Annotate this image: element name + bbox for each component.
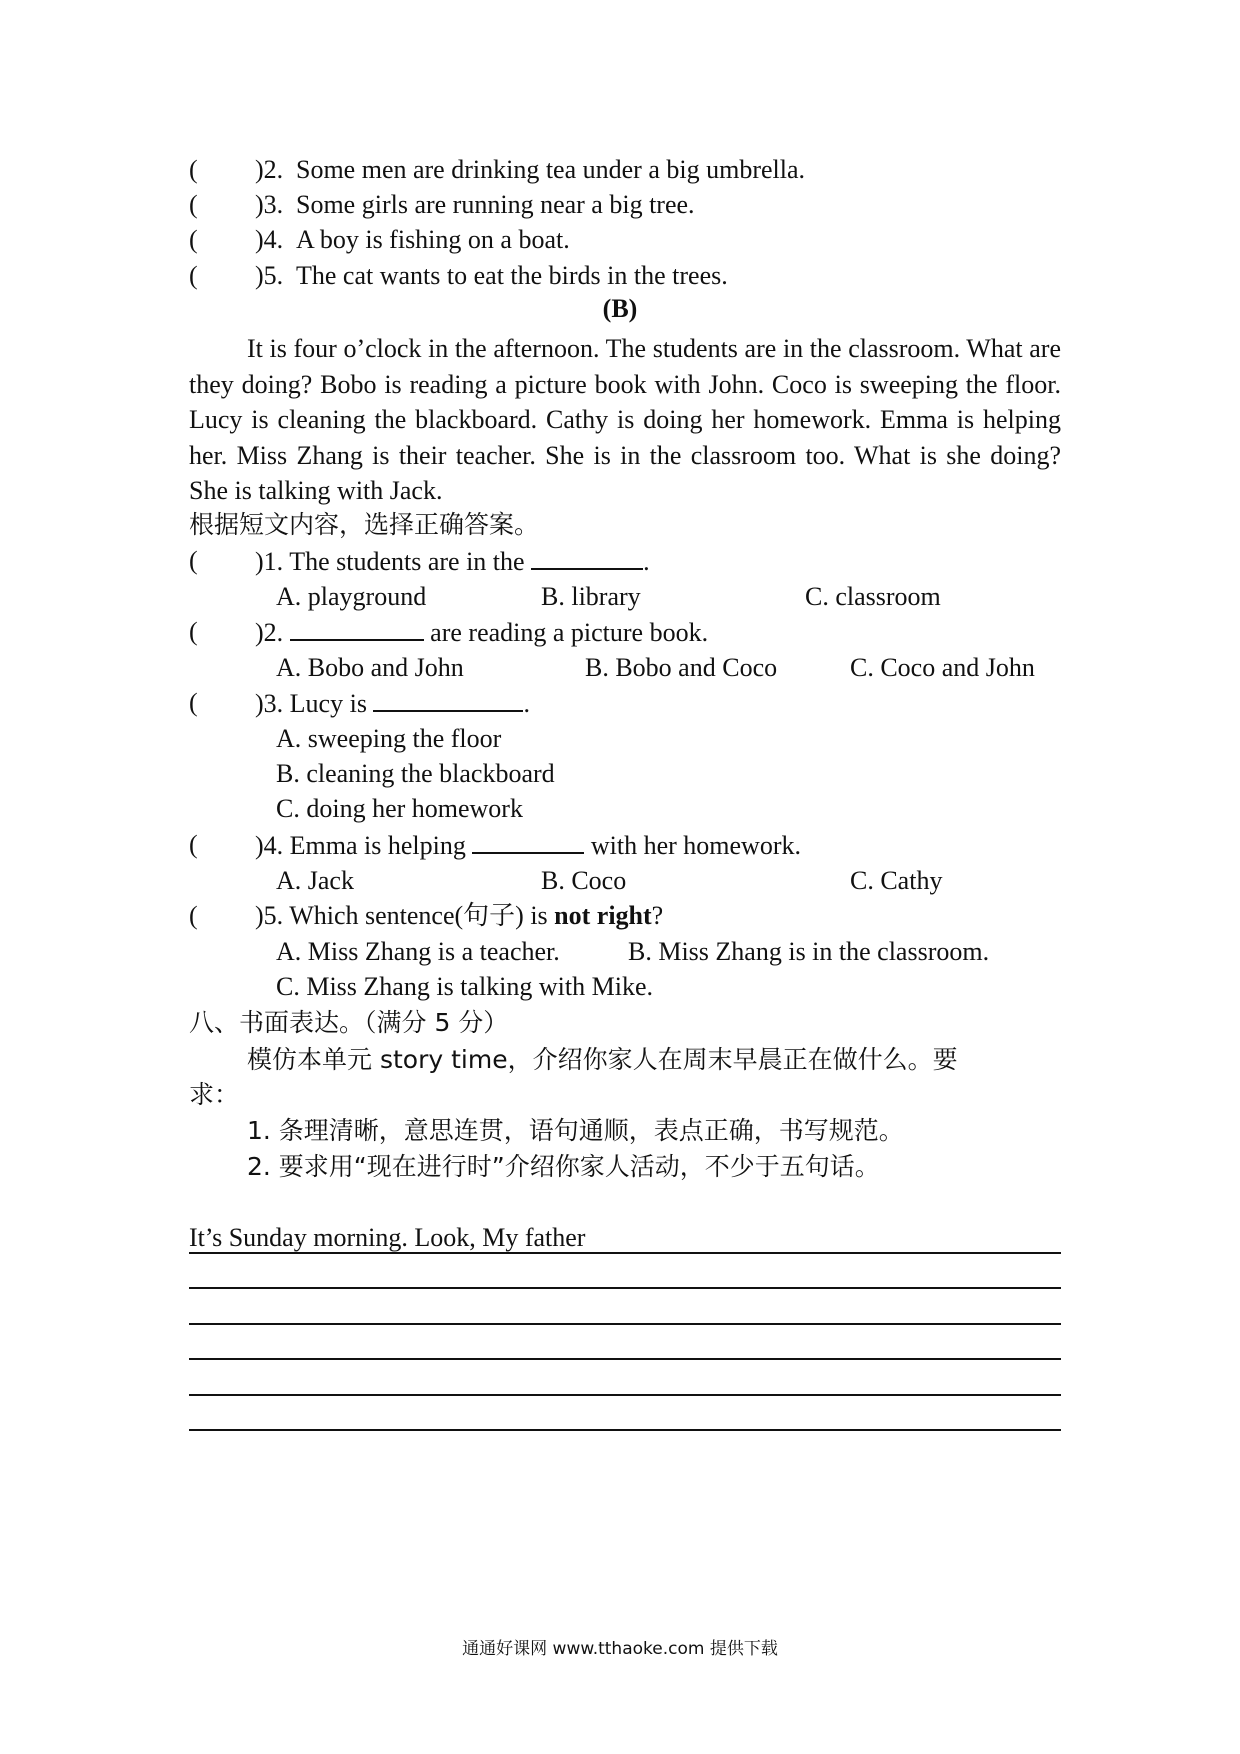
option-c: C. classroom <box>805 582 941 611</box>
question-number: )2. <box>255 618 284 647</box>
requirement-2: 2. 要求用“现在进行时”介绍你家人活动，不少于五句话。 <box>247 1152 880 1181</box>
answer-paren: ( <box>189 688 198 717</box>
writing-line[interactable] <box>189 1394 1061 1396</box>
answer-paren: ( <box>189 261 198 290</box>
question-text: The cat wants to eat the birds in the trees. <box>296 261 728 290</box>
writing-line[interactable] <box>189 1429 1061 1431</box>
writing-section-title: 八、书面表达。（满分 5 分） <box>189 1008 509 1037</box>
question-text: Emma is helping <box>289 831 466 860</box>
instruction-text: 根据短文内容，选择正确答案。 <box>189 510 540 539</box>
writing-line[interactable] <box>189 1287 1061 1289</box>
question-stem <box>255 830 801 861</box>
question-number: )1. <box>255 547 284 576</box>
option-b: B. Bobo and Coco <box>585 653 778 682</box>
reading-passage: It is four o’clock in the afternoon. The students are in the classroom. What are they doing? Bobo is reading a picture book with John. Coco is sweeping the floor. Lucy is cleaning the blackboard. Cathy is doing her homework. Emma is helping her. Miss Zhang is their teacher. She is in the classroom too. What is she doing? She is talking with Jack. <box>189 334 1061 505</box>
answer-paren: ( <box>189 617 198 646</box>
writing-prompt-line1: 模仿本单元 story time，介绍你家人在周末早晨正在做什么。要 <box>247 1045 958 1074</box>
question-text-end: . <box>643 547 650 576</box>
option-b: B. cleaning the blackboard <box>276 759 555 788</box>
writing-line[interactable] <box>189 1252 1061 1254</box>
answer-paren: ( <box>189 830 198 859</box>
option-a: A. Jack <box>276 866 354 895</box>
option-b: B. Miss Zhang is in the classroom. <box>628 937 990 966</box>
writing-line[interactable] <box>189 1323 1061 1325</box>
writing-prompt-line2: 求： <box>189 1080 240 1109</box>
option-a: A. Miss Zhang is a teacher. <box>276 937 560 966</box>
question-text: are reading a picture book. <box>430 618 709 647</box>
option-a: A. playground <box>276 582 427 611</box>
question-text: The students are in the <box>289 547 525 576</box>
answer-paren: ( <box>189 546 198 575</box>
question-number: )3. <box>255 689 284 718</box>
question-text-end: with her homework. <box>590 831 801 860</box>
answer-paren: ( <box>189 225 198 254</box>
question-number: )5. <box>255 261 284 290</box>
option-c: C. Miss Zhang is talking with Mike. <box>276 972 653 1001</box>
question-stem <box>255 688 530 719</box>
option-a: A. sweeping the floor <box>276 724 502 753</box>
question-text: Lucy is <box>289 689 367 718</box>
question-number: )2. <box>255 155 284 184</box>
option-b: B. library <box>541 582 641 611</box>
emphasis-text: not right <box>554 901 652 930</box>
question-text: Some girls are running near a big tree. <box>296 190 695 219</box>
answer-paren: ( <box>189 901 198 930</box>
question-number: )3. <box>255 190 284 219</box>
writing-starter: It’s Sunday morning. Look, My father <box>189 1223 586 1252</box>
option-b: B. Coco <box>541 866 627 895</box>
question-text: A boy is fishing on a boat. <box>296 225 570 254</box>
writing-line[interactable] <box>189 1358 1061 1360</box>
question-number: )4. <box>255 831 284 860</box>
question-text-end: . <box>523 689 530 718</box>
question-text: Some men are drinking tea under a big umbrella. <box>296 155 806 184</box>
question-stem <box>255 546 650 577</box>
answer-blank[interactable] <box>373 688 523 712</box>
section-heading-b: (B) <box>602 294 638 323</box>
option-a: A. Bobo and John <box>276 653 464 682</box>
question-number: )5. <box>255 901 284 930</box>
question-stem <box>255 617 708 648</box>
question-text: Which sentence(句子) is <box>289 901 548 930</box>
question-stem <box>255 901 663 931</box>
option-c: C. Coco and John <box>850 653 1035 682</box>
answer-paren: ( <box>189 190 198 219</box>
page-footer: 通通好课网 www.tthaoke.com 提供下载 <box>462 1639 778 1659</box>
requirement-1: 1. 条理清晰，意思连贯，语句通顺，表点正确，书写规范。 <box>247 1116 904 1145</box>
option-c: C. doing her homework <box>276 794 523 823</box>
answer-blank[interactable] <box>472 830 584 854</box>
option-c: C. Cathy <box>850 866 943 895</box>
answer-blank[interactable] <box>290 617 424 641</box>
question-text-end: ? <box>651 901 664 930</box>
question-number: )4. <box>255 225 284 254</box>
answer-blank[interactable] <box>531 546 643 570</box>
answer-paren: ( <box>189 155 198 184</box>
